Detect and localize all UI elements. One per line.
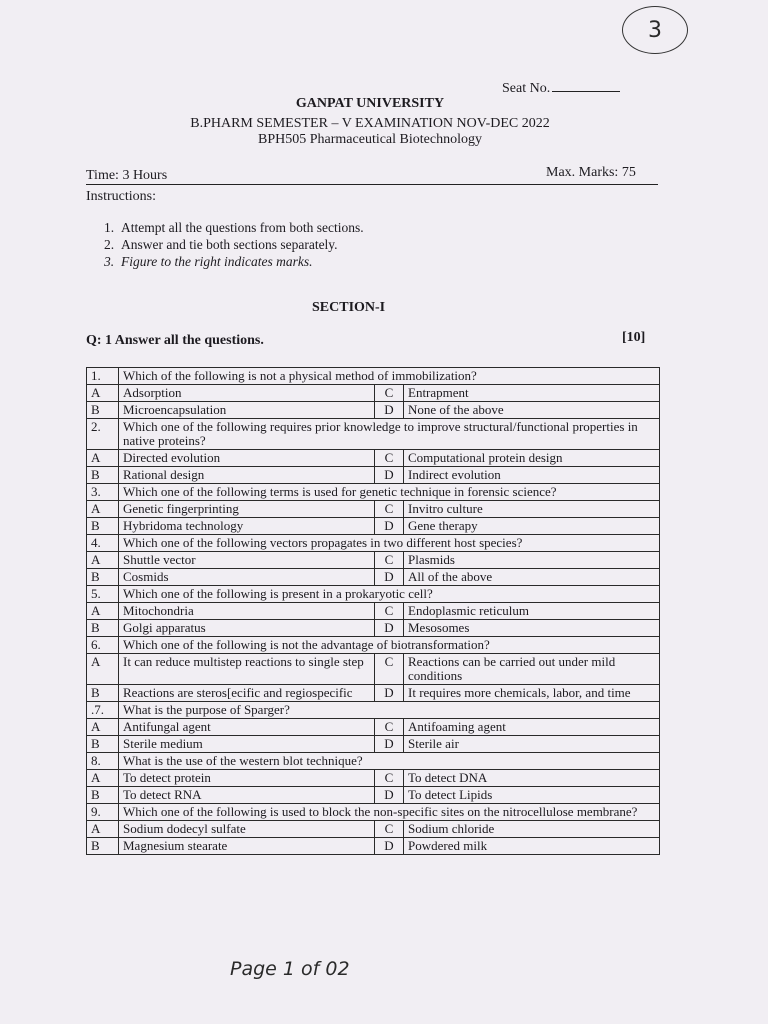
option-label: C bbox=[375, 501, 404, 518]
option-a-text: Genetic fingerprinting bbox=[119, 501, 375, 518]
options-row bbox=[87, 385, 660, 402]
option-label: D bbox=[375, 838, 404, 855]
option-b-text: Golgi apparatus bbox=[119, 620, 375, 637]
option-b-text: Cosmids bbox=[119, 569, 375, 586]
option-label: A bbox=[87, 450, 119, 467]
option-label: B bbox=[87, 838, 119, 855]
question-number: 1. bbox=[87, 368, 119, 385]
option-label: D bbox=[375, 787, 404, 804]
question-text: What is the use of the western blot technique? bbox=[119, 753, 660, 770]
option-d-text: All of the above bbox=[404, 569, 660, 586]
options-row bbox=[87, 501, 660, 518]
instruction-item bbox=[104, 219, 364, 236]
question-marks: [10] bbox=[622, 330, 646, 345]
instruction-text: Attempt all the questions from both sections. bbox=[121, 220, 364, 235]
option-a-text: To detect protein bbox=[119, 770, 375, 787]
options-row bbox=[87, 569, 660, 586]
options-row bbox=[87, 450, 660, 467]
semester-line: B.PHARM SEMESTER – V EXAMINATION NOV-DEC 2022 bbox=[190, 116, 550, 131]
seat-number-field bbox=[502, 79, 620, 97]
option-label: A bbox=[87, 821, 119, 838]
option-a-text: Sodium dodecyl sulfate bbox=[119, 821, 375, 838]
circled-page-number: 3 bbox=[622, 6, 688, 54]
header-divider bbox=[86, 184, 658, 185]
max-marks: Max. Marks: 75 bbox=[546, 165, 636, 180]
option-label: B bbox=[87, 518, 119, 535]
question-text: Which one of the following is used to block the non-specific sites on the nitrocellulose membrane? bbox=[119, 804, 660, 821]
option-label: C bbox=[375, 654, 404, 685]
option-label: A bbox=[87, 385, 119, 402]
option-label: B bbox=[87, 787, 119, 804]
option-label: A bbox=[87, 603, 119, 620]
options-row bbox=[87, 620, 660, 637]
question-row bbox=[87, 804, 660, 821]
option-b-text: Hybridoma technology bbox=[119, 518, 375, 535]
question-heading: Q: 1 Answer all the questions. bbox=[86, 333, 264, 348]
question-text: Which of the following is not a physical method of immobilization? bbox=[119, 368, 660, 385]
option-b-text: To detect RNA bbox=[119, 787, 375, 804]
options-row bbox=[87, 603, 660, 620]
option-label: C bbox=[375, 450, 404, 467]
options-row bbox=[87, 787, 660, 804]
question-text: What is the purpose of Sparger? bbox=[119, 702, 660, 719]
option-c-text: Entrapment bbox=[404, 385, 660, 402]
options-row bbox=[87, 467, 660, 484]
option-c-text: To detect DNA bbox=[404, 770, 660, 787]
option-label: D bbox=[375, 569, 404, 586]
option-d-text: Sterile air bbox=[404, 736, 660, 753]
option-label: C bbox=[375, 719, 404, 736]
seat-blank-line bbox=[552, 79, 620, 92]
question-row bbox=[87, 368, 660, 385]
option-c-text: Reactions can be carried out under mild conditions bbox=[404, 654, 660, 685]
option-label: A bbox=[87, 770, 119, 787]
question-text: Which one of the following vectors propagates in two different host species? bbox=[119, 535, 660, 552]
instruction-item bbox=[104, 236, 364, 253]
option-d-text: Mesosomes bbox=[404, 620, 660, 637]
exam-time: Time: 3 Hours bbox=[86, 168, 168, 183]
question-number: 5. bbox=[87, 586, 119, 603]
option-b-text: Sterile medium bbox=[119, 736, 375, 753]
option-a-text: Adsorption bbox=[119, 385, 375, 402]
option-label: B bbox=[87, 569, 119, 586]
instruction-text: Answer and tie both sections separately. bbox=[121, 237, 338, 252]
question-row bbox=[87, 702, 660, 719]
question-row bbox=[87, 419, 660, 450]
question-number: .7. bbox=[87, 702, 119, 719]
options-row bbox=[87, 770, 660, 787]
instruction-text: Figure to the right indicates marks. bbox=[121, 254, 313, 269]
option-label: A bbox=[87, 552, 119, 569]
option-a-text: Antifungal agent bbox=[119, 719, 375, 736]
option-label: D bbox=[375, 518, 404, 535]
option-b-text: Microencapsulation bbox=[119, 402, 375, 419]
options-row bbox=[87, 552, 660, 569]
option-c-text: Computational protein design bbox=[404, 450, 660, 467]
option-label: B bbox=[87, 685, 119, 702]
option-c-text: Plasmids bbox=[404, 552, 660, 569]
instruction-item bbox=[104, 253, 364, 270]
option-label: C bbox=[375, 385, 404, 402]
question-text: Which one of the following is not the advantage of biotransformation? bbox=[119, 637, 660, 654]
option-label: C bbox=[375, 552, 404, 569]
university-name: GANPAT UNIVERSITY bbox=[295, 96, 445, 111]
seat-label: Seat No. bbox=[502, 81, 551, 96]
course-line: BPH505 Pharmaceutical Biotechnology bbox=[258, 132, 482, 147]
option-d-text: Indirect evolution bbox=[404, 467, 660, 484]
option-label: D bbox=[375, 620, 404, 637]
question-text: Which one of the following is present in a prokaryotic cell? bbox=[119, 586, 660, 603]
option-label: D bbox=[375, 402, 404, 419]
option-label: A bbox=[87, 719, 119, 736]
mcq-table bbox=[86, 367, 660, 855]
options-row bbox=[87, 838, 660, 855]
question-number: 9. bbox=[87, 804, 119, 821]
instruction-number: 2. bbox=[104, 237, 115, 252]
question-text: Which one of the following terms is used for genetic technique in forensic science? bbox=[119, 484, 660, 501]
option-c-text: Invitro culture bbox=[404, 501, 660, 518]
option-a-text: Directed evolution bbox=[119, 450, 375, 467]
option-label: C bbox=[375, 821, 404, 838]
options-row bbox=[87, 821, 660, 838]
options-row bbox=[87, 736, 660, 753]
question-number: 3. bbox=[87, 484, 119, 501]
option-label: B bbox=[87, 620, 119, 637]
option-label: B bbox=[87, 467, 119, 484]
question-row bbox=[87, 535, 660, 552]
option-label: C bbox=[375, 603, 404, 620]
option-label: A bbox=[87, 654, 119, 685]
question-number: 8. bbox=[87, 753, 119, 770]
section-title: SECTION-I bbox=[312, 300, 386, 315]
option-d-text: Gene therapy bbox=[404, 518, 660, 535]
option-label: B bbox=[87, 402, 119, 419]
option-c-text: Endoplasmic reticulum bbox=[404, 603, 660, 620]
options-row bbox=[87, 719, 660, 736]
page-footer: Page 1 of 02 bbox=[230, 958, 350, 980]
instruction-number: 1. bbox=[104, 220, 115, 235]
options-row bbox=[87, 402, 660, 419]
option-a-text: Mitochondria bbox=[119, 603, 375, 620]
options-row bbox=[87, 685, 660, 702]
option-label: B bbox=[87, 736, 119, 753]
option-b-text: Rational design bbox=[119, 467, 375, 484]
question-row bbox=[87, 586, 660, 603]
option-a-text: Shuttle vector bbox=[119, 552, 375, 569]
option-label: D bbox=[375, 685, 404, 702]
option-d-text: To detect Lipids bbox=[404, 787, 660, 804]
option-b-text: Reactions are steros[ecific and regiospecific bbox=[119, 685, 375, 702]
option-c-text: Sodium chloride bbox=[404, 821, 660, 838]
options-row bbox=[87, 654, 660, 685]
option-label: D bbox=[375, 467, 404, 484]
option-a-text: It can reduce multistep reactions to single step bbox=[119, 654, 375, 685]
option-d-text: None of the above bbox=[404, 402, 660, 419]
option-label: A bbox=[87, 501, 119, 518]
question-row bbox=[87, 484, 660, 501]
question-number: 6. bbox=[87, 637, 119, 654]
instruction-number: 3. bbox=[104, 254, 115, 269]
question-text: Which one of the following requires prior knowledge to improve structural/functional properties in native proteins? bbox=[119, 419, 660, 450]
option-d-text: Powdered milk bbox=[404, 838, 660, 855]
option-label: D bbox=[375, 736, 404, 753]
options-row bbox=[87, 518, 660, 535]
instructions-list bbox=[104, 219, 364, 270]
option-c-text: Antifoaming agent bbox=[404, 719, 660, 736]
question-number: 2. bbox=[87, 419, 119, 450]
question-number: 4. bbox=[87, 535, 119, 552]
question-row bbox=[87, 637, 660, 654]
instructions-label: Instructions: bbox=[86, 189, 156, 204]
option-b-text: Magnesium stearate bbox=[119, 838, 375, 855]
option-d-text: It requires more chemicals, labor, and time bbox=[404, 685, 660, 702]
option-label: C bbox=[375, 770, 404, 787]
question-row bbox=[87, 753, 660, 770]
